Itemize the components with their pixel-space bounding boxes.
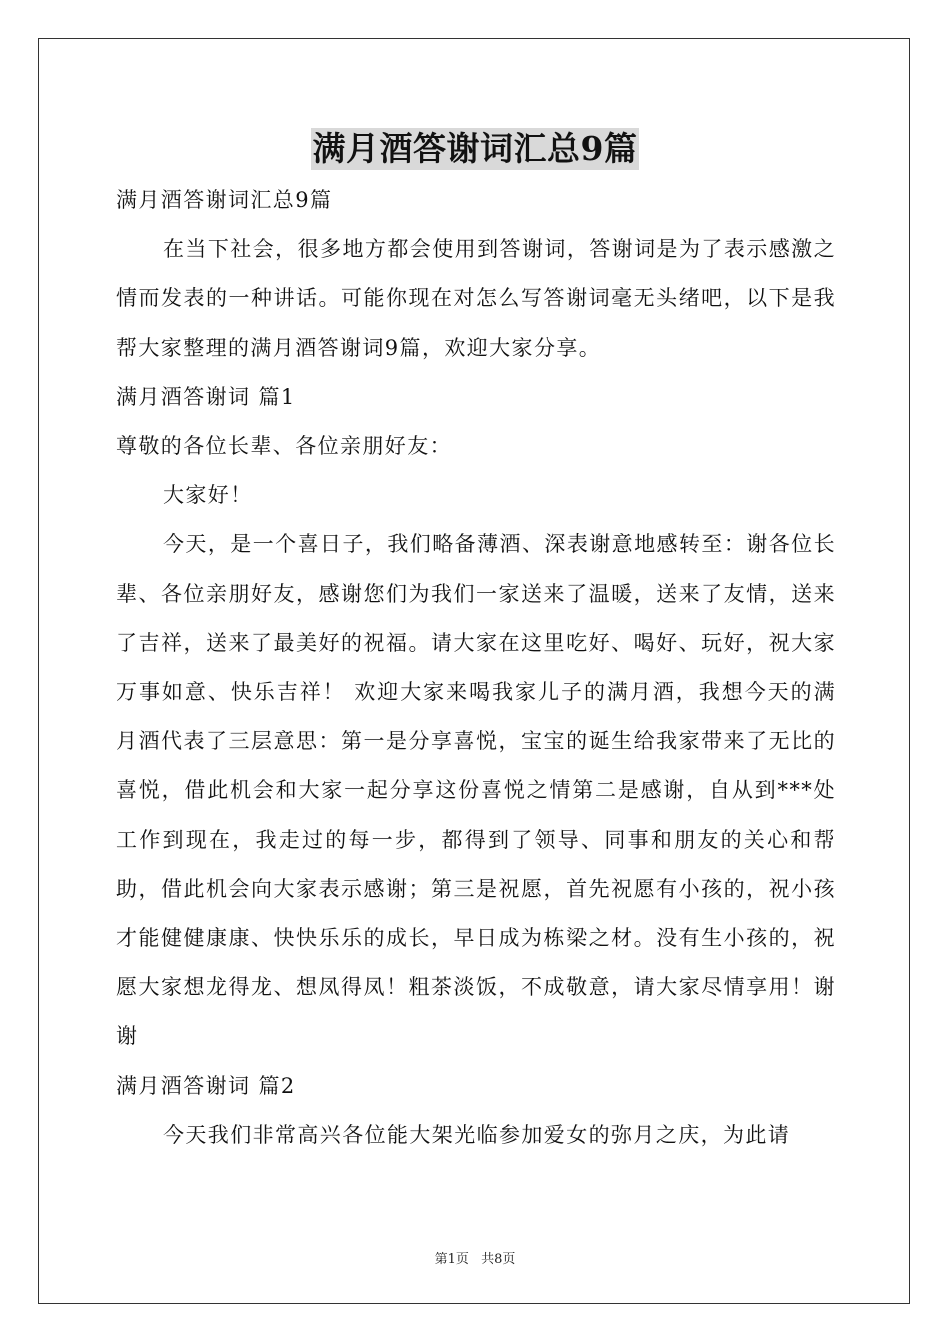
- section-1-body: 今天，是一个喜日子，我们略备薄酒、深表谢意地感转至：谢各位长辈、各位亲朋好友，感谢您们为我们一家送来了温暖，送来了友情，送来了吉祥，送来了最美好的祝福。请大家在这里吃好、喝好、玩好，祝大家万事如意、快乐吉祥！ 欢迎大家来喝我家儿子的满月酒，我想今天的满月酒代表了三层意思：第一是分享喜悦，宝宝的诞生给我家带来了无比的喜悦，借此机会和大家一起分享这份喜悦之情第二是感谢，自从到***处工作到现在，我走过的每一步，都得到了领导、同事和朋友的关心和帮助，借此机会向大家表示感谢；第三是祝愿，首先祝愿有小孩的，祝小孩才能健健康康、快快乐乐的成长，早日成为栋梁之材。没有生小孩的，祝愿大家想龙得龙、想凤得凤！粗茶淡饭，不成敬意，请大家尽情享用！谢谢: [116, 532, 836, 1049]
- section-2-body: 今天我们非常高兴各位能大架光临参加爱女的弥月之庆，为此请: [163, 1122, 791, 1147]
- title-container: [0, 128, 950, 170]
- section-1-heading: 满月酒答谢词 篇1: [116, 384, 296, 409]
- page-footer: [0, 1248, 950, 1267]
- page-number: 第1页: [434, 1252, 469, 1267]
- page-total: 共8页: [481, 1252, 516, 1267]
- document-title: 满月酒答谢词汇总9篇: [312, 129, 638, 168]
- section-2-heading: 满月酒答谢词 篇2: [116, 1073, 296, 1098]
- section-1-salutation: 尊敬的各位长辈、各位亲朋好友：: [116, 434, 452, 459]
- subtitle: 满月酒答谢词汇总9篇: [116, 188, 333, 212]
- document-body: [116, 176, 836, 1160]
- intro-paragraph: 在当下社会，很多地方都会使用到答谢词，答谢词是为了表示感激之情而发表的一种讲话。可能你现在对怎么写答谢词毫无头绪吧，以下是我帮大家整理的满月酒答谢词9篇，欢迎大家分享。: [116, 237, 836, 360]
- section-1-greeting: 大家好！: [163, 483, 253, 508]
